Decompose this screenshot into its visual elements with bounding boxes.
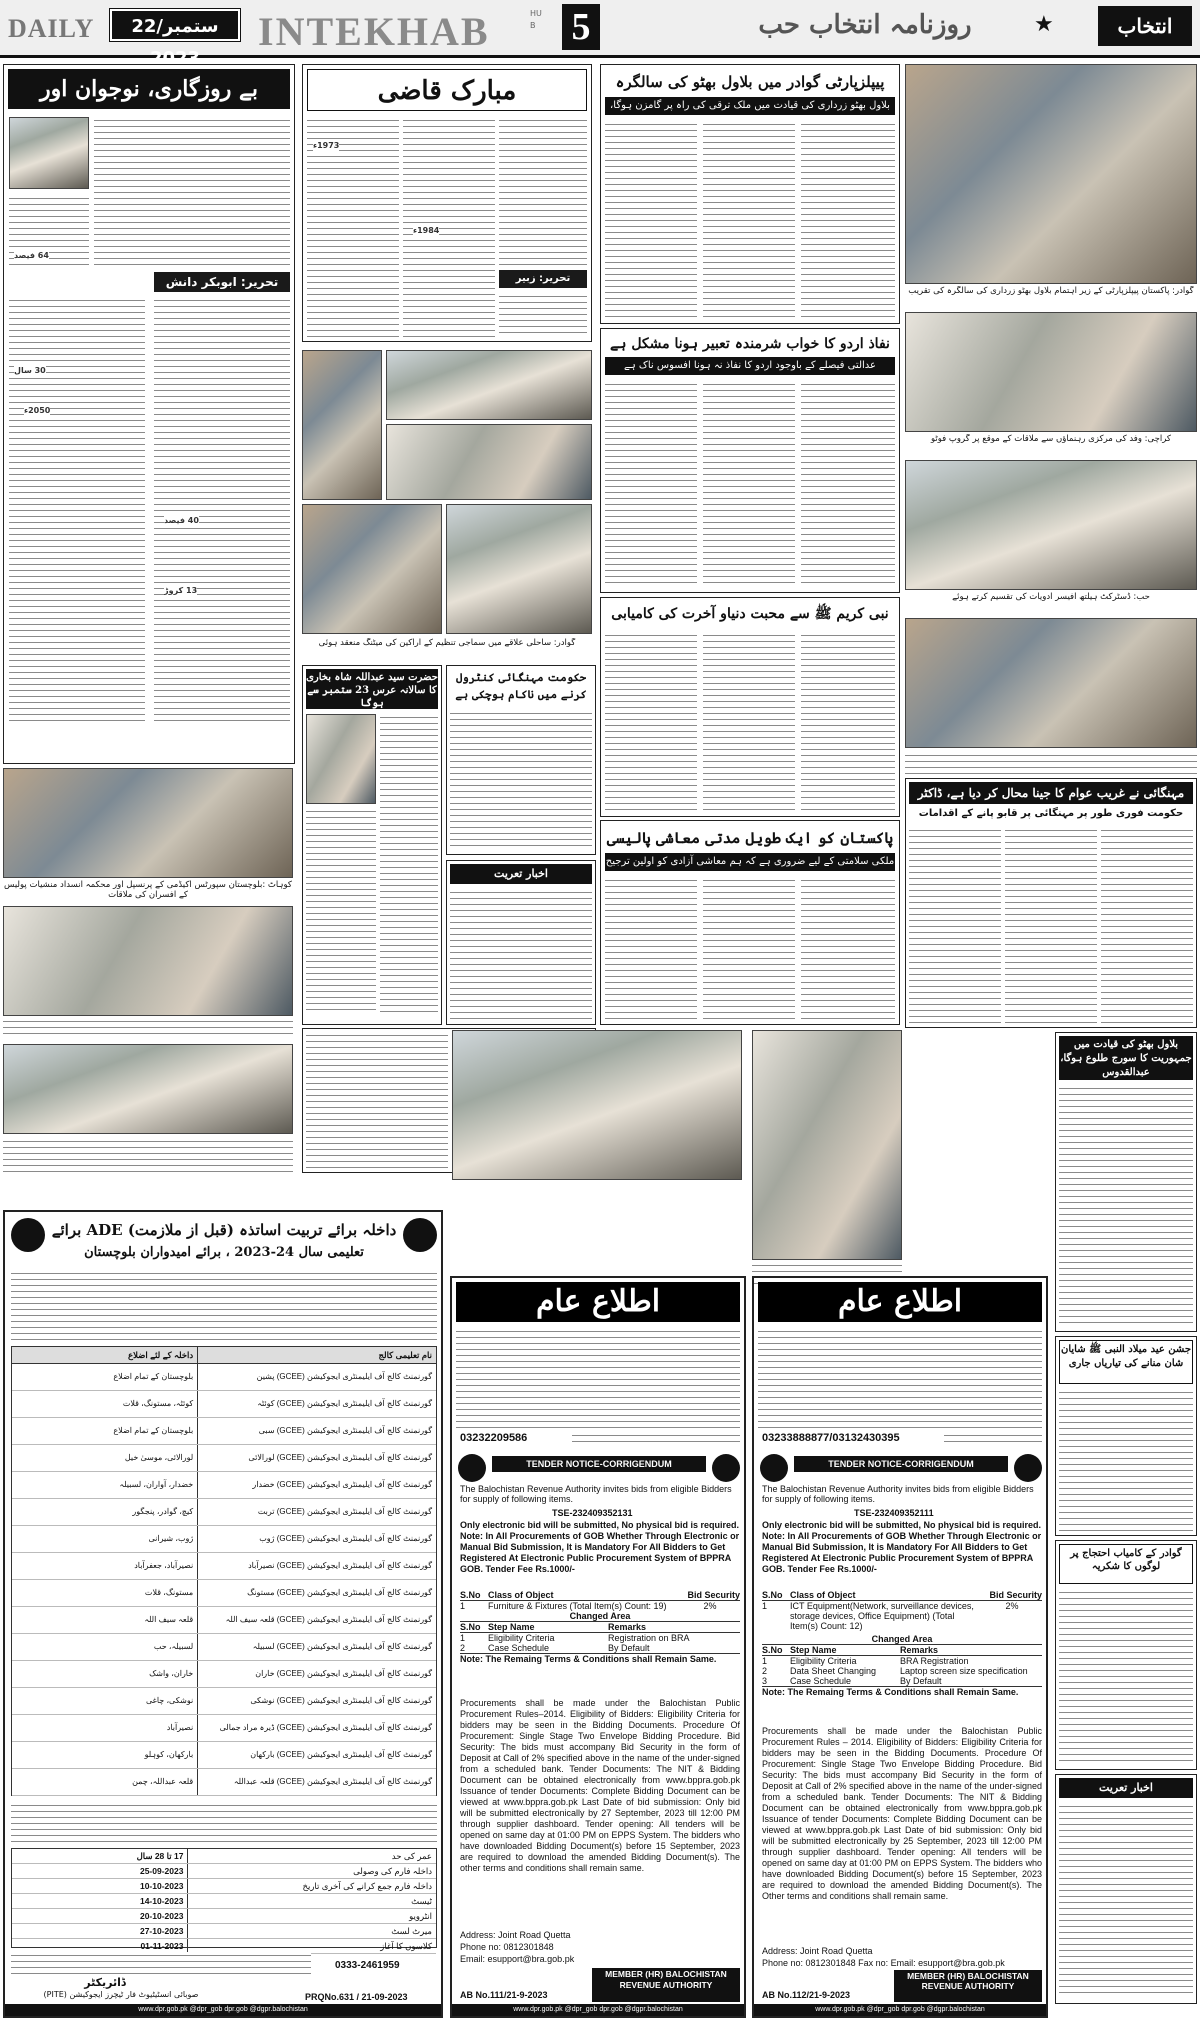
table-row	[12, 1445, 436, 1472]
table-row	[12, 1715, 436, 1742]
tender-body: Procurements shall be made under the Balochistan Public Procurement Rules – 2014. Eligibility of Bidders: Eligibility Criteria for bidders may be seen in the Bidding Documents. Procedure Of Procurement: Single Stage Two Envelope Bidding Procedure. Bid Security: The bids must accompany Bid Security in the form of Deposit at Call of 2% specified above in the name of the under-signed from a scheduled bank. Tender Documents: The NIT & Bidding Document can be obtained electronically from www.bppra.gob.pk Issuance of tender Documents: Complete Bidding Document can be viewed at www.bppra.gob.pk Last Date of bid submission: Only bid will be submitted electronically by 25 September, 2023 till 12:00 PM through supplier dashboard. Tender opening: All tenders will be opened on same day at 01:00 PM on EPPS System. The bidders who have downloaded Bidding Document(s) before 15 September, 2023 are required to download the amended Bidding Document(s). The Other terms and conditions shall remain same.	[762, 1726, 1042, 1901]
photo-caption	[3, 1018, 293, 1040]
masthead-name-en: INTEKHAB	[258, 9, 490, 54]
ad-public-notice-2	[752, 1276, 1048, 2018]
col-header: Remarks	[900, 1645, 939, 1655]
article-bilawal-birthday	[600, 64, 900, 324]
article-byline: تحریر: زبیر	[499, 270, 587, 288]
tender-title: TENDER NOTICE-CORRIGENDUM	[492, 1456, 706, 1472]
schedule-label: عمر کی حد	[391, 1851, 432, 1861]
college-district: نصیرآباد	[12, 1715, 198, 1741]
article-figure: 1973ء	[313, 141, 340, 150]
ad-contact-text	[944, 1432, 1042, 1446]
article-gwadar-protest	[1055, 1540, 1197, 1770]
cell: Registration on BRA	[608, 1633, 690, 1643]
article-inflation-poor	[905, 778, 1197, 1028]
article-body	[703, 877, 795, 1020]
schedule-label: داخلہ فارم کی وصولی	[353, 1866, 432, 1876]
ad-notes	[11, 1802, 437, 1844]
article-headline: نبی کریم ﷺ سے محبت دنیاو آخرت کی کامیابی	[611, 606, 889, 622]
tender-items-table	[762, 1590, 1042, 1697]
article-body	[909, 827, 1001, 1023]
tender-note: Note: The Remaing Terms & Conditions shall Remain Same.	[762, 1686, 1042, 1697]
article-body	[1101, 827, 1193, 1023]
article-body	[801, 381, 895, 587]
news-photo	[3, 768, 293, 878]
bra-logo-icon	[458, 1454, 486, 1482]
cell: Case Schedule	[790, 1676, 852, 1686]
college-district: بلوچستان کے تمام اضلاع	[12, 1418, 198, 1444]
college-district: نصیرآباد، جعفرآباد	[12, 1553, 198, 1579]
masthead-name-ur: روزنامہ انتخاب حب	[758, 10, 972, 40]
ad-contact: 03233888877/03132430395	[762, 1432, 900, 1444]
article-headline: حکومت مہنگائی کنٹرول کرنے میں ناکام ہوچکی ہے	[455, 671, 587, 701]
news-photo	[3, 1044, 293, 1134]
article-body	[1005, 827, 1097, 1023]
article-headline: جشن عید میلاد النبی ﷺ شایان شان منانے کی تیاریاں جاری	[1059, 1340, 1193, 1384]
photo-caption	[3, 1138, 293, 1174]
table-row	[12, 1661, 436, 1688]
masthead-daily: DAILY	[8, 14, 95, 43]
photo-caption: گوادر: پاکستان پیپلزپارٹی کے زیر اہتمام بلاول بھٹو زرداری کی سالگرہ کی تقریب	[908, 286, 1194, 296]
article-figure: 1984ء	[413, 226, 440, 235]
cell: Data Sheet Changing	[790, 1666, 877, 1676]
article-body	[1059, 1389, 1193, 1531]
article-body	[703, 121, 795, 319]
college-name: گورنمنٹ کالج آف ایلیمنٹری ایجوکیشن (GCEE) خضدار	[252, 1480, 432, 1489]
ad-notice-text	[456, 1328, 740, 1428]
schedule-label: ٹیسٹ	[411, 1896, 432, 1906]
cell: 3	[762, 1676, 768, 1686]
cell: 2	[762, 1666, 768, 1676]
article-body	[1059, 1589, 1193, 1764]
tender-address: Address: Joint Road Quetta	[762, 1946, 873, 1956]
ad-phone: 0333-2461959	[335, 1960, 400, 1971]
photo-caption: گوادر: ساحلی علاقے میں سماجی تنظیم کے اراکین کی میٹنگ منعقد ہوئی	[318, 638, 576, 648]
article-subheadline: حکومت فوری طور پر مہنگائی پر قابو پانے کے اقدامات	[918, 808, 1184, 819]
news-photo	[905, 460, 1197, 590]
ad-issuer: ڈائریکٹر	[84, 1976, 126, 1989]
ad-public-notice-1	[450, 1276, 746, 2018]
article-obituary	[446, 860, 596, 1025]
cell: ICT Equipment(Network, surveillance devices, storage devices, Office Equipment) (Total Item(s) Count: 12)	[790, 1601, 974, 1631]
ad-footer: www.dpr.gob.pk @dpr_gob dpr.gob @dgpr.balochistan	[452, 2004, 744, 2016]
college-name: گورنمنٹ کالج آف ایلیمنٹری ایجوکیشن (GCEE) تربت	[257, 1507, 432, 1516]
tender-title: TENDER NOTICE-CORRIGENDUM	[794, 1456, 1008, 1472]
article-headline: حضرت سید عبداللہ شاہ بخاری کا سالانہ عرس 23 ستمبر سے ہوگا	[306, 669, 438, 709]
news-photo	[386, 350, 592, 420]
changed-area-label: Changed Area	[871, 1634, 933, 1644]
college-district: بلوچستان کے تمام اضلاع	[12, 1364, 198, 1390]
col-header: Class of Object	[488, 1590, 554, 1600]
table-row	[12, 1688, 436, 1715]
college-name: گورنمنٹ کالج آف ایلیمنٹری ایجوکیشن (GCEE) خاران	[255, 1669, 432, 1678]
news-photo	[752, 1030, 902, 1260]
tender-member: MEMBER (HR) BALOCHISTAN REVENUE AUTHORITY	[592, 1968, 740, 2002]
photo-caption: کوہاٹ :بلوچستان سپورٹس اکیڈمی کے پرنسپل اور محکمہ انسداد منشیات پولیس کے افسران کی ملاقات	[4, 880, 292, 900]
article-urdu-enforcement	[600, 328, 900, 593]
cell: By Default	[608, 1643, 650, 1653]
cell: 1	[460, 1633, 466, 1643]
college-district: کیچ، گوادر، پنجگور	[12, 1499, 198, 1525]
tender-notice: Only electronic bid will be submitted, No physical bid is required. Note: In All Procurements of GOB Whether Through Electronic or Manual Bid Submission, It is Mandatory For All Bidders to Get Registered At Electronic Public Procurement System of BPPRA GOB. Tender Fee Rs.1000/-	[762, 1520, 1042, 1574]
cell: 2%	[1005, 1601, 1019, 1611]
college-name: گورنمنٹ کالج آف ایلیمنٹری ایجوکیشن (GCEE) نصیرآباد	[248, 1561, 432, 1570]
college-name: گورنمنٹ کالج آف ایلیمنٹری ایجوکیشن (GCEE) کوئٹہ	[257, 1399, 432, 1408]
article-subheadline: عدالتی فیصلے کے باوجود اردو کا نفاذ نہ ہونا افسوس ناک ہے	[605, 357, 895, 375]
article-urs	[302, 665, 442, 1025]
masthead	[0, 0, 1200, 69]
cell: 1	[762, 1601, 768, 1611]
ad-footer: www.dpr.gob.pk @dpr_gob dpr.gob @dgpr.balochistan	[754, 2004, 1046, 2016]
college-name: گورنمنٹ کالج آف ایلیمنٹری ایجوکیشن (GCEE) نوشکی	[250, 1696, 432, 1705]
table-row	[12, 1634, 436, 1661]
col-header-college: نام تعلیمی کالج	[378, 1350, 432, 1360]
college-district: قلعہ سیف اللہ	[12, 1607, 198, 1633]
schedule-label: داخلہ فارم جمع کرانے کی آخری تاریخ	[302, 1881, 432, 1891]
ad-prqno: PRQNo.631 / 21-09-2023	[305, 1992, 408, 2002]
table-row	[12, 1879, 436, 1894]
schedule-value: 14-10-2023	[12, 1894, 188, 1908]
article-body	[605, 381, 697, 587]
star-icon: ★	[1034, 12, 1054, 37]
article-mubarak-qazi	[302, 64, 592, 342]
photo-caption: حب: ڈسٹرکٹ ہیلتھ آفیسر ادویات کی تقسیم کرتے ہوئے	[952, 592, 1150, 602]
article-body	[499, 117, 587, 267]
masthead-hub: HUB	[530, 9, 542, 30]
article-body	[605, 121, 697, 319]
college-name: گورنمنٹ کالج آف ایلیمنٹری ایجوکیشن (GCEE) ژوب	[259, 1534, 432, 1543]
college-district: خضدار، آواران، لسبیلہ	[12, 1472, 198, 1498]
bra-logo-icon	[712, 1454, 740, 1482]
article-subheadline: بلاول بھٹو زرداری کی قیادت میں ملک ترقی کی راہ پر گامزن ہوگا،	[605, 97, 895, 115]
college-rows	[12, 1364, 436, 1796]
news-photo	[302, 350, 382, 500]
cell: 2	[460, 1643, 466, 1653]
article-headline: اخبار تعریت	[1059, 1778, 1193, 1798]
college-name: گورنمنٹ کالج آف ایلیمنٹری ایجوکیشن (GCEE) پشین	[256, 1372, 432, 1381]
bra-logo-icon	[1014, 1454, 1042, 1482]
article-economic-policy	[600, 820, 900, 1025]
article-headline: بے روزگاری، نوجوان اور	[8, 69, 290, 109]
tender-email: Email: esupport@bra.gob.pk	[460, 1954, 575, 1964]
article-body	[801, 632, 895, 812]
college-name: گورنمنٹ کالج آف ایلیمنٹری ایجوکیشن (GCEE) لسبیلہ	[252, 1642, 432, 1651]
college-district: قلعہ عبداللہ، چمن	[12, 1769, 198, 1795]
article-body	[306, 808, 376, 1014]
article-body	[703, 381, 795, 587]
schedule-value: 20-10-2023	[12, 1909, 188, 1923]
article-body	[154, 297, 290, 722]
govt-seal-icon	[403, 1218, 437, 1252]
college-district: لسبیلہ، حب	[12, 1634, 198, 1660]
col-header: Bid Security	[989, 1590, 1042, 1600]
tender-tse: TSE-232409352131	[552, 1508, 633, 1518]
college-district: ژوب، شیرانی	[12, 1526, 198, 1552]
cell: 2%	[703, 1601, 717, 1611]
schedule-label: کلاسوں کا آغاز	[380, 1941, 432, 1951]
table-row	[12, 1364, 436, 1391]
news-photo	[452, 1030, 742, 1180]
college-district: خاران، واشک	[12, 1661, 198, 1687]
col-header: Remarks	[608, 1622, 647, 1632]
photo-caption: کراچی: وفد کی مرکزی رہنماؤں سے ملاقات کے موقع پر گروپ فوٹو	[931, 434, 1171, 444]
colleges-table	[11, 1346, 437, 1796]
ad-title: اطلاع عام	[456, 1282, 740, 1322]
ad-footer: www.dpr.gob.pk @dpr_gob dpr.gob @dgpr.balochistan	[5, 2004, 441, 2016]
college-name: گورنمنٹ کالج آف ایلیمنٹری ایجوکیشن (GCEE) ڈیرہ مراد جمالی	[219, 1723, 432, 1732]
news-photo	[905, 64, 1197, 284]
college-district: مستونگ، قلات	[12, 1580, 198, 1606]
article-subheadline: ملکی سلامتی کے لیے ضروری ہے کہ ہم معاشی آزادی کو اولین ترجیح	[605, 853, 895, 871]
college-name: گورنمنٹ کالج آف ایلیمنٹری ایجوکیشن (GCEE) قلعہ عبداللہ	[233, 1777, 432, 1786]
schedule-table	[11, 1848, 437, 1951]
masthead-date: 22/ستمبر 2023	[110, 9, 240, 41]
table-row	[12, 1526, 436, 1553]
cell: Eligibility Criteria	[790, 1656, 857, 1666]
article-headline: بلاول بھٹو کی قیادت میں جمہوریت کا سورج طلوع ہوگا، عبدالقدوس	[1059, 1036, 1193, 1080]
cell: 1	[460, 1601, 466, 1611]
ad-issuer-org: صوبائی انسٹیٹیوٹ فار ٹیچرز ایجوکیشن (PITE)	[43, 1990, 199, 1999]
table-row	[12, 1864, 436, 1879]
college-name: گورنمنٹ کالج آف ایلیمنٹری ایجوکیشن (GCEE) بارکھان	[250, 1750, 432, 1759]
article-headline: نفاذ اردو کا خواب شرمندہ تعبیر ہونا مشکل ہے	[610, 336, 890, 352]
article-headline: پیپلزپارٹی گوادر میں بلاول بھٹو کی سالگرہ	[615, 73, 885, 91]
news-photo	[905, 618, 1197, 748]
ad-contact: 03232209586	[460, 1432, 528, 1444]
cell: Furniture & Fixtures (Total Item(s) Count: 19)	[488, 1601, 667, 1611]
col-header: Bid Security	[687, 1590, 740, 1600]
table-row	[12, 1418, 436, 1445]
ad-teacher-training-admission	[3, 1210, 443, 2018]
govt-seal-icon	[11, 1218, 45, 1252]
table-row	[12, 1742, 436, 1769]
article-eid-milad	[1055, 1336, 1197, 1536]
college-name: گورنمنٹ کالج آف ایلیمنٹری ایجوکیشن (GCEE) لورالائی	[248, 1453, 432, 1462]
ad-contact-text	[572, 1432, 740, 1446]
table-row	[12, 1553, 436, 1580]
schedule-rows	[12, 1849, 436, 1954]
article-body	[605, 877, 697, 1020]
schedule-label: انٹرویو	[409, 1911, 432, 1921]
cell: By Default	[900, 1676, 942, 1686]
article-unemployment	[3, 64, 295, 764]
tender-member: MEMBER (HR) BALOCHISTAN REVENUE AUTHORITY	[894, 1970, 1042, 2002]
tender-body: Procurements shall be made under the Balochistan Public Procurement Rules–2014. Eligibility of Bidders: Eligibility Criteria for bidders may be seen in the Bidding Documents. Procedure Of Procurement: Single Stage Two Envelope Bidding Procedure. Bid Security: The bids must accompany Bid Security in the form of Deposit at Call of 2% specified above in the name of the under-signed from a scheduled bank. Tender Documents: The NIT & Bidding Document can be obtained electronically from www.bppra.gob.pk Issuance of tender Documents: Complete Bidding Document can be viewed at www.bppra.gob.pk Last Date of bid submission: Only bid will be submitted electronically by 27 September, 2023 till 12:00 PM through supplier dashboard. Tender opening: All tenders will be opened on same day at 01:00 PM on EPPS System. The bidders who have downloaded Bidding Document(s) before 15 September, 2023 are required to download the amended Bidding Document(s). The other terms and conditions shall remain same.	[460, 1698, 740, 1873]
photo-caption	[905, 752, 1197, 774]
news-photo	[302, 504, 442, 634]
tender-address: Address: Joint Road Quetta	[460, 1930, 571, 1940]
article-figure: 40 فیصد	[164, 516, 199, 525]
article-obituary	[1055, 1774, 1197, 2004]
schedule-value: 10-10-2023	[12, 1879, 188, 1893]
tender-intro: The Balochistan Revenue Authority invites bids from eligible Bidders for supply of following items.	[460, 1484, 732, 1504]
col-header: S.No	[762, 1645, 783, 1655]
table-row	[12, 1391, 436, 1418]
article-body	[703, 632, 795, 812]
article-headline: مبارک قاضی	[307, 69, 587, 111]
article-body	[801, 121, 895, 319]
table-row	[12, 1472, 436, 1499]
table-row	[12, 1580, 436, 1607]
ad-intro-text	[11, 1270, 437, 1340]
cell: BRA Registration	[900, 1656, 969, 1666]
table-row	[12, 1924, 436, 1939]
article-body	[499, 293, 587, 337]
col-header: S.No	[762, 1590, 783, 1600]
tender-phone: Phone no: 0812301848	[460, 1942, 554, 1952]
article-saleem-attari	[600, 597, 900, 817]
col-header: Step Name	[790, 1645, 837, 1655]
col-header: S.No	[460, 1590, 481, 1600]
news-photo	[306, 714, 376, 804]
table-row	[12, 1499, 436, 1526]
cell: Eligibility Criteria	[488, 1633, 555, 1643]
college-district: بارکھان، کوہلو	[12, 1742, 198, 1768]
schedule-value: 01-11-2023	[12, 1939, 188, 1953]
tender-notice: Only electronic bid will be submitted, No physical bid is required. Note: In All Procurements of GOB Whether Through Electronic or Manual Bid Submission, It is Mandatory For All Bidders to Get Registered At Electronic Public Procurement System of BPPRA GOB. Tender Fee Rs.1000/-	[460, 1520, 740, 1574]
tender-note: Note: The Remaing Terms & Conditions shall Remain Same.	[460, 1653, 740, 1664]
article-body	[801, 877, 895, 1020]
article-body	[380, 714, 438, 1014]
cell: 1	[762, 1656, 768, 1666]
schedule-value: 25-09-2023	[12, 1864, 188, 1878]
article-headline: گوادر کے کامیاب احتجاج پر لوگوں کا شکریہ	[1059, 1544, 1193, 1584]
masthead-logo: انتخاب	[1098, 6, 1192, 46]
bra-logo-icon	[760, 1454, 788, 1482]
col-header: Step Name	[488, 1622, 535, 1632]
article-bilawal-democracy	[1055, 1032, 1197, 1332]
article-figure: 13 کروڑ	[164, 586, 198, 595]
table-row	[12, 1607, 436, 1634]
news-photo	[386, 424, 592, 500]
table-row	[12, 1894, 436, 1909]
tender-phone: Phone no: 0812301848 Fax no: Email: esupport@bra.gob.pk	[762, 1958, 1005, 1968]
article-figure: 2050ء	[24, 406, 51, 415]
article-inflation-control	[446, 665, 596, 855]
tender-tse: TSE-232409352111	[854, 1508, 934, 1518]
college-name: گورنمنٹ کالج آف ایلیمنٹری ایجوکیشن (GCEE) مستونگ	[247, 1588, 432, 1597]
col-header: Class of Object	[790, 1590, 856, 1600]
ad-title: داخلہ برائے تربیت اساتذہ (قبل از ملازمت) ADE برائے	[51, 1221, 397, 1239]
news-photo	[446, 504, 592, 634]
table-row	[12, 1849, 436, 1864]
article-body	[94, 117, 290, 267]
tender-ab-no: AB No.112/21-9-2023	[762, 1990, 851, 2000]
article-body	[450, 889, 592, 1019]
article-figure: 64 فیصد	[14, 251, 49, 260]
ad-title: اطلاع عام	[758, 1282, 1042, 1322]
col-header: S.No	[460, 1622, 481, 1632]
news-photo	[3, 906, 293, 1016]
article-headline: مہنگائی نے غریب عوام کا جینا محال کر دیا ہے، ڈاکٹر	[909, 782, 1193, 804]
article-figure: 30 سال	[14, 366, 46, 375]
cell: Case Schedule	[488, 1643, 550, 1653]
schedule-value: 27-10-2023	[12, 1924, 188, 1938]
college-name: گورنمنٹ کالج آف ایلیمنٹری ایجوکیشن (GCEE) سبی	[258, 1426, 432, 1435]
article-headline: پاکستان کو ایک طویل مدتی معاشی پالیسی	[606, 829, 894, 847]
tender-items-table	[460, 1590, 740, 1664]
masthead-page-no: 5	[562, 4, 600, 50]
college-district: لورالائی، موسیٰ خیل	[12, 1445, 198, 1471]
article-body	[450, 710, 592, 850]
schedule-label: میرٹ لسٹ	[391, 1926, 432, 1936]
article-body	[306, 1032, 448, 1168]
article-headline: اخبار تعریت	[450, 864, 592, 884]
article-body	[9, 297, 145, 722]
ad-notice-text	[758, 1328, 1042, 1428]
news-photo	[905, 312, 1197, 432]
table-row	[12, 1769, 436, 1796]
article-body	[1059, 1803, 1193, 1998]
cell: Laptop screen size specification	[900, 1666, 1028, 1676]
author-photo	[9, 117, 89, 189]
article-body	[1059, 1085, 1193, 1325]
col-header-district: داخلہ کے لئے اضلاع	[12, 1347, 198, 1363]
ad-subtitle: تعلیمی سال 24-2023 ، برائے امیدواران بلوچستان	[84, 1245, 364, 1260]
article-body	[605, 632, 697, 812]
table-row	[12, 1909, 436, 1924]
tender-ab-no: AB No.111/21-9-2023	[460, 1990, 548, 2000]
college-name: گورنمنٹ کالج آف ایلیمنٹری ایجوکیشن (GCEE) قلعہ سیف اللہ	[225, 1615, 432, 1624]
article-byline: تحریر: ابوبکر دانش	[154, 272, 290, 292]
tender-intro: The Balochistan Revenue Authority invites bids from eligible Bidders for supply of following items.	[762, 1484, 1034, 1504]
college-district: کوئٹہ، مستونگ، قلات	[12, 1391, 198, 1417]
changed-area-label: Changed Area	[569, 1611, 631, 1621]
schedule-value: 17 تا 28 سال	[12, 1849, 188, 1863]
ad-contact-text	[11, 1952, 311, 1974]
college-district: نوشکی، چاغی	[12, 1688, 198, 1714]
